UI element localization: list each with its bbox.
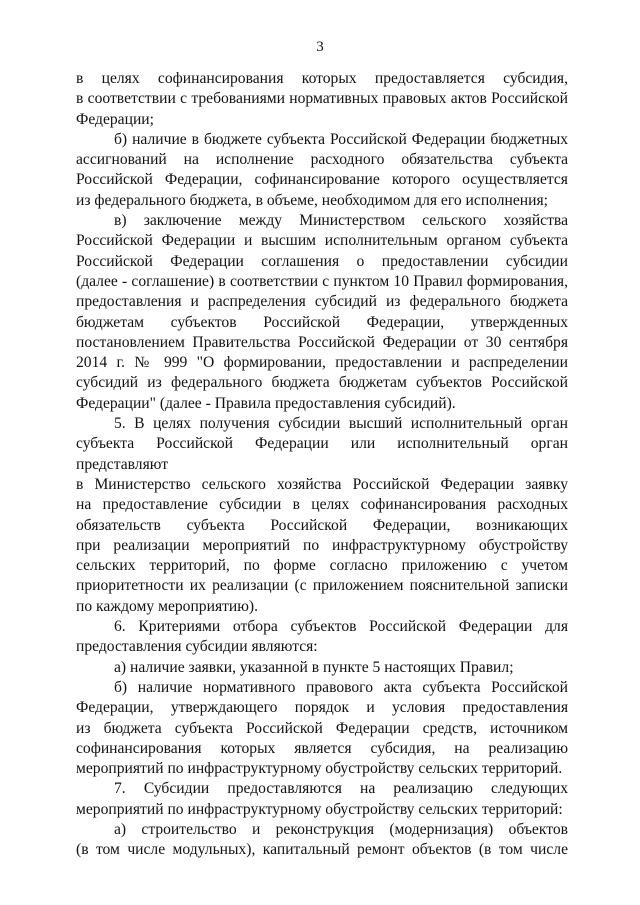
text-line: предоставления субсидии являются: — [76, 638, 318, 656]
text-line: по каждому мероприятию). — [76, 597, 259, 615]
paragraph-4b — [76, 130, 568, 211]
text-line: (далее - соглашение) в соответствии с пунктом 10 Правил формирования, — [76, 272, 568, 290]
document-body — [76, 69, 568, 861]
paragraph-7a — [76, 820, 568, 861]
text-line: ассигнований на исполнение расходного обязательства субъекта — [76, 151, 568, 169]
text-line: 5. В целях получения субсидии высший исполнительный орган — [114, 415, 568, 433]
text-line: (в том числе модульных), капитальный ремонт объектов (в том числе — [76, 841, 568, 859]
text-line: б) наличие нормативного правового акта субъекта Российской — [114, 678, 568, 696]
paragraph-6 — [76, 617, 568, 658]
text-line: Федерации; — [76, 110, 154, 128]
page-number: 3 — [316, 39, 324, 55]
text-line: на предоставление субсидии в целях софинансирования расходных — [76, 496, 568, 514]
text-line: из федерального бюджета, в объеме, необходимом для его исполнения; — [76, 191, 549, 209]
text-line: из бюджета субъекта Российской Федерации средств, источником — [76, 719, 568, 737]
text-line: субсидий из федерального бюджета бюджетам субъектов Российской — [76, 374, 568, 392]
text-line: мероприятий по инфраструктурному обустройству сельских территорий: — [76, 800, 563, 818]
text-line: в целях софинансирования которых предоставляется субсидия, — [76, 70, 568, 87]
text-line: при реализации мероприятий по инфраструктурному обустройству — [76, 536, 568, 554]
text-line: Российской Федерации и высшим исполнительным органом субъекта — [76, 232, 568, 250]
text-line: приоритетности их реализации (с приложением пояснительной записки — [76, 577, 568, 595]
paragraph-continuation — [76, 69, 568, 130]
text-line: субъекта Российской Федерации или исполнительный орган представляют — [76, 435, 568, 473]
text-line: софинансирования которых является субсидия, на реализацию — [76, 739, 568, 757]
text-line: а) наличие заявки, указанной в пункте 5 настоящих Правил; — [114, 658, 514, 676]
text-line: Федерации, утверждающего порядок и условия предоставления — [76, 699, 568, 717]
text-line: сельских территорий, по форме согласно приложению с учетом — [76, 557, 568, 575]
text-line: мероприятий по инфраструктурному обустройству сельских территорий. — [76, 760, 563, 778]
text-line: в) заключение между Министерством сельского хозяйства — [114, 212, 568, 230]
text-line: обязательств субъекта Российской Федерации, возникающих — [76, 516, 568, 534]
text-line: 2014 г. № 999 "О формировании, предоставлении и распределении — [76, 354, 568, 372]
paragraph-6a — [76, 658, 568, 678]
text-line: б) наличие в бюджете субъекта Российской Федерации бюджетных — [114, 130, 568, 148]
text-line: постановлением Правительства Российской Федерации от 30 сентября — [76, 333, 568, 351]
text-line: а) строительство и реконструкция (модернизация) объектов — [114, 820, 568, 838]
paragraph-6b — [76, 678, 568, 779]
paragraph-5 — [76, 414, 568, 617]
text-line: бюджетам субъектов Российской Федерации, утвержденных — [76, 313, 568, 331]
text-line: Российской Федерации, софинансирование которого осуществляется — [76, 171, 568, 189]
text-line: в соответствии с требованиями нормативных правовых актов Российской — [76, 90, 568, 108]
text-line: предоставления и распределения субсидий из федерального бюджета — [76, 293, 568, 311]
text-line: 7. Субсидии предоставляются на реализацию следующих — [114, 780, 568, 798]
paragraph-7 — [76, 779, 568, 820]
text-line: Федерации" (далее - Правила предоставления субсидий). — [76, 394, 456, 412]
text-line: 6. Критериями отбора субъектов Российской Федерации для — [114, 618, 568, 636]
text-line: в Министерство сельского хозяйства Российской Федерации заявку — [76, 475, 568, 493]
text-line: Российской Федерации соглашения о предоставлении субсидии — [76, 252, 568, 270]
paragraph-4v — [76, 211, 568, 414]
